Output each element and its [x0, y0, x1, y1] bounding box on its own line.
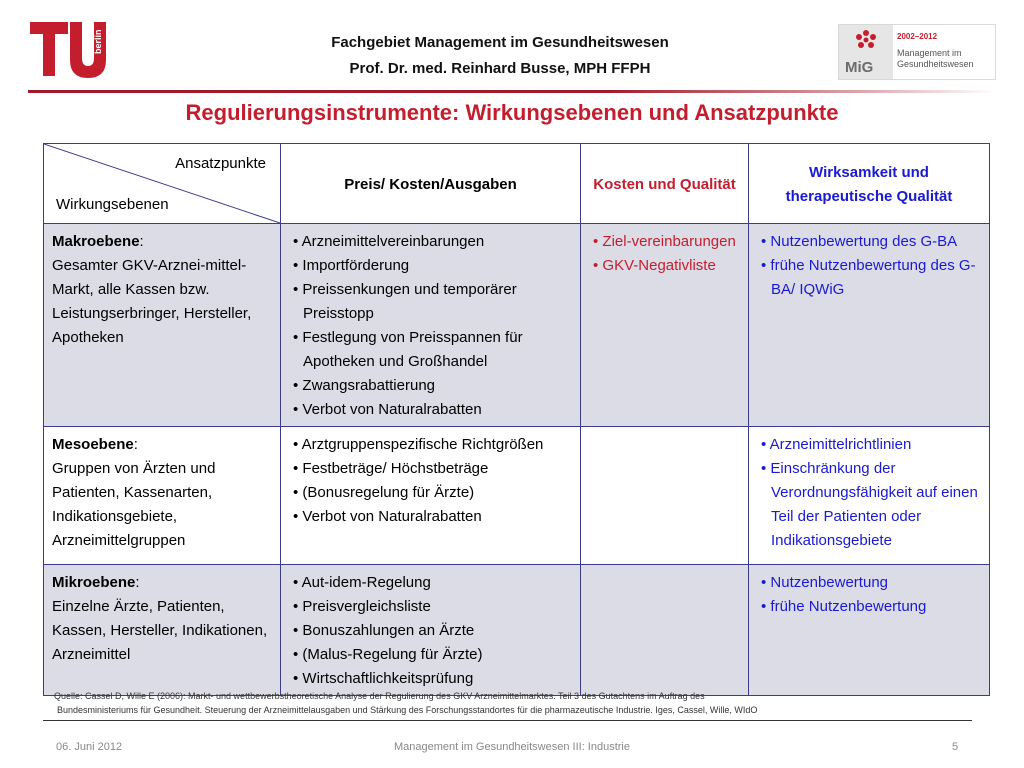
list-item: • Verbot von Naturalrabatten — [293, 401, 482, 418]
svg-text:berlin: berlin — [93, 29, 103, 54]
mig-line-1: Management im — [897, 48, 962, 58]
effectiveness-cell — [749, 565, 990, 696]
list-item: • Bonuszahlungen an Ärzte — [293, 622, 475, 639]
list-item: • Einschränkung der Verordnungsfähigkeit auf einen Teil der Patienten oder Indikationsgebiete — [761, 460, 978, 549]
source-note — [54, 689, 954, 717]
list-item: • Aut-idem-Regelung — [293, 574, 431, 591]
regulation-table — [43, 143, 990, 696]
slide-title: Regulierungsinstrumente: Wirkungsebenen und Ansatzpunkte — [185, 100, 839, 125]
footer-course-title: Management im Gesundheitswesen III: Industrie — [393, 741, 630, 753]
list-item: • Preisvergleichsliste — [293, 598, 431, 615]
header-line-2: Prof. Dr. med. Reinhard Busse, MPH FFPH — [349, 60, 651, 77]
mig-line-2: Gesundheitswesen — [897, 59, 974, 69]
list-item: • frühe Nutzenbewertung des G-BA/ IQWiG — [761, 257, 976, 298]
list-item: • Importförderung — [293, 257, 410, 274]
effectiveness-cell — [749, 427, 990, 565]
col-header-effectiveness: Wirksamkeit und therapeutische Qualität — [749, 144, 990, 224]
list-item: • Ziel-vereinbarungen — [593, 233, 736, 250]
corner-bottom-label: Wirkungsebenen — [56, 196, 169, 213]
list-item: • Preissenkungen und temporärer Preisstopp — [293, 281, 517, 322]
list-item: • Zwangsrabattierung — [293, 377, 435, 394]
list-item: • Nutzenbewertung des G-BA — [761, 233, 958, 250]
price-cell — [281, 427, 581, 565]
list-item: • Wirtschaftlichkeitsprüfung — [293, 670, 474, 687]
level-description: Gruppen von Ärzten und Patienten, Kassenarten, Indikationsgebiete, Arzneimittelgruppen — [52, 460, 216, 549]
level-description: Einzelne Ärzte, Patienten, Kassen, Hersteller, Indikationen, Arzneimittel — [52, 598, 268, 663]
mig-flower-icon — [839, 25, 893, 59]
list-item: • Arztgruppenspezifische Richtgrößen — [293, 436, 544, 453]
level-cell: Mesoebene: Gruppen von Ärzten und Patienten, Kassenarten, Indikationsgebiete, Arzneimittelgruppen — [44, 427, 281, 565]
cost-quality-cell — [581, 224, 749, 427]
cost-quality-cell — [581, 565, 749, 696]
corner-top-label: Ansatzpunkte — [175, 155, 266, 172]
level-name: Mikroebene — [52, 574, 136, 591]
table-row-meso — [44, 427, 990, 565]
mig-emblem — [839, 25, 893, 79]
footer-date: 06. Juni 2012 — [56, 741, 123, 753]
level-cell: Makroebene: Gesamter GKV-Arznei-mittel-Markt, alle Kassen bzw. Leistungserbringer, Hersteller, Apotheken — [44, 224, 281, 427]
corner-cell — [44, 144, 281, 224]
mig-text — [897, 31, 974, 70]
list-item: • (Malus-Regelung für Ärzte) — [293, 646, 483, 663]
table-row-makro — [44, 224, 990, 427]
table-row-mikro — [44, 565, 990, 696]
level-name: Mesoebene — [52, 436, 134, 453]
list-item: • Arzneimittelrichtlinien — [761, 436, 912, 453]
price-cell — [281, 224, 581, 427]
header-rule — [28, 90, 996, 93]
mig-label: MiG — [845, 59, 874, 76]
list-item: • Verbot von Naturalrabatten — [293, 508, 482, 525]
col-header-cost-quality: Kosten und Qualität — [581, 144, 749, 224]
source-line-2: Bundesministeriums für Gesundheit. Steuerung der Arzneimittelausgaben und Stärkung des Forschungsstandortes für die pharmazeutische Industrie. Iges, Cassel, Wille, WIdO — [57, 705, 758, 715]
mig-logo — [838, 24, 996, 80]
list-item: • (Bonusregelung für Ärzte) — [293, 484, 475, 501]
list-item: • Arzneimittelvereinbarungen — [293, 233, 485, 250]
mig-years: 2002–2012 — [897, 32, 938, 41]
list-item: • frühe Nutzenbewertung — [761, 598, 927, 615]
source-line-1: Quelle: Cassel D, Wille E (2006): Markt- und wettbewerbstheoretische Analyse der Regulierung des GKV Arzneimittelmarktes. Teil 3 des Gutachtens im Auftrag des — [54, 691, 705, 701]
cost-quality-cell — [581, 427, 749, 565]
list-item: • GKV-Negativliste — [593, 257, 716, 274]
level-cell: Mikroebene: Einzelne Ärzte, Patienten, Kassen, Hersteller, Indikationen, Arzneimittel — [44, 565, 281, 696]
footer-rule — [43, 720, 972, 721]
price-cell — [281, 565, 581, 696]
level-name: Makroebene — [52, 233, 140, 250]
table-header-row — [44, 144, 990, 224]
list-item: • Festlegung von Preisspannen für Apotheken und Großhandel — [293, 329, 523, 370]
tu-berlin-logo — [28, 18, 108, 80]
header-text — [180, 30, 820, 82]
level-description: Gesamter GKV-Arznei-mittel-Markt, alle Kassen bzw. Leistungserbringer, Hersteller, Apotheken — [52, 257, 252, 346]
page-number: 5 — [952, 741, 959, 753]
list-item: • Nutzenbewertung — [761, 574, 888, 591]
list-item: • Festbeträge/ Höchstbeträge — [293, 460, 489, 477]
effectiveness-cell — [749, 224, 990, 427]
header-line-1: Fachgebiet Management im Gesundheitswesen — [331, 34, 669, 51]
col-header-price: Preis/ Kosten/Ausgaben — [281, 144, 581, 224]
